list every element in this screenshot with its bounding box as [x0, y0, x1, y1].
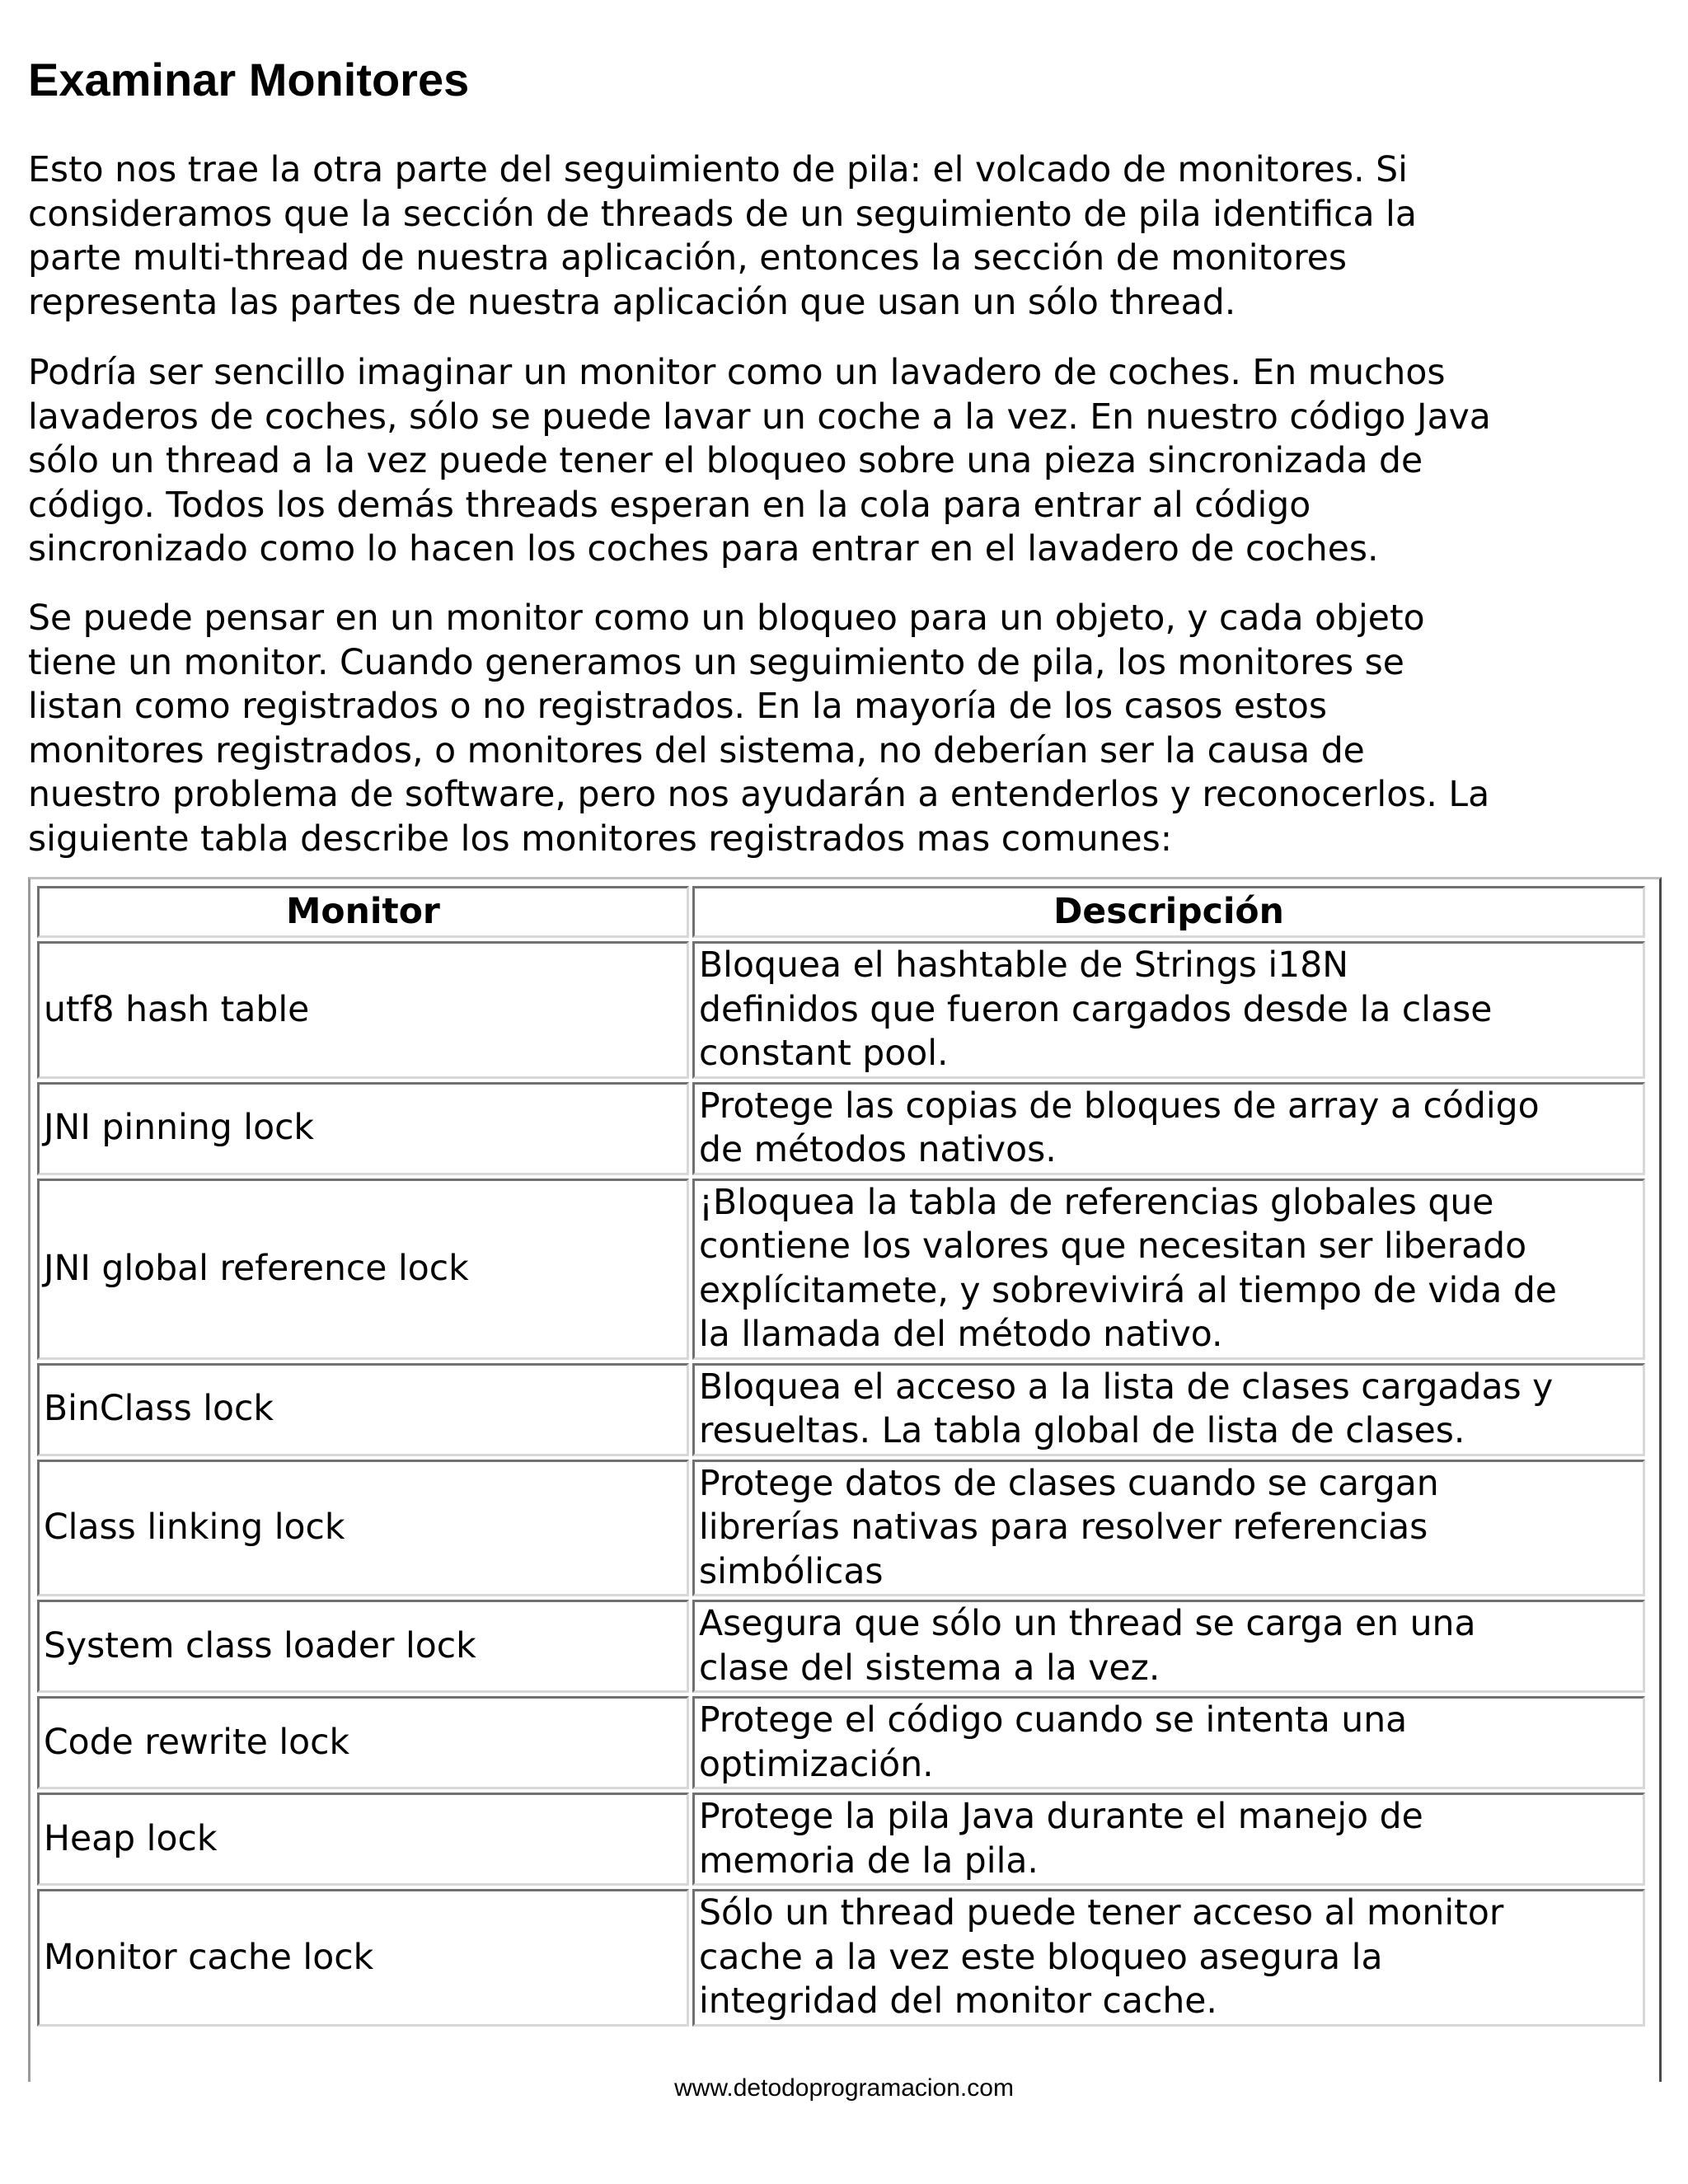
table-header-row [37, 886, 1645, 938]
table-row [37, 1179, 1645, 1360]
paragraph-line: sólo un thread a la vez puede tener el bloqueo sobre una pieza sincronizada de [28, 441, 1423, 481]
paragraph-line: código. Todos los demás threads esperan en la cola para entrar al código [28, 485, 1311, 526]
description-cell [692, 1600, 1645, 1693]
monitor-name-cell: JNI global reference lock [37, 1179, 689, 1360]
paragraph-line: tiene un monitor. Cuando generamos un seguimiento de pila, los monitores se [28, 642, 1404, 683]
table-row [37, 1696, 1645, 1789]
description-line: integridad del monitor cache. [699, 1981, 1217, 2022]
paragraph-line: lavaderos de coches, sólo se puede lavar un coche a la vez. En nuestro código Java [28, 396, 1491, 438]
description-cell [692, 1460, 1645, 1597]
description-line: explícitamete, y sobrevivirá al tiempo de vida de [699, 1270, 1557, 1311]
paragraph-3 [28, 597, 1664, 861]
description-line: Protege datos de clases cuando se cargan [699, 1463, 1439, 1504]
description-line: librerías nativas para resolver referencias [699, 1507, 1428, 1548]
paragraph-line: consideramos que la sección de threads de un seguimiento de pila identifica la [28, 194, 1417, 235]
monitor-name-cell: BinClass lock [37, 1363, 689, 1456]
paragraph-2 [28, 351, 1664, 572]
description-line: contiene los valores que necesitan ser liberado [699, 1226, 1527, 1267]
monitor-name-cell: System class loader lock [37, 1600, 689, 1693]
paragraph-line: representa las partes de nuestra aplicación que usan un sólo thread. [28, 282, 1236, 323]
description-line: Bloquea el acceso a la lista de clases cargadas y [699, 1366, 1554, 1408]
paragraph-line: nuestro problema de software, pero nos ayudarán a entenderlos y reconocerlos. La [28, 775, 1490, 815]
description-line: Asegura que sólo un thread se carga en una [699, 1604, 1476, 1644]
description-line: definidos que fueron cargados desde la clase [699, 989, 1493, 1030]
description-cell [692, 1363, 1645, 1456]
description-line: Protege la pila Java durante el manejo de [699, 1797, 1423, 1837]
monitor-name-cell: Monitor cache lock [37, 1889, 689, 2027]
description-line: Protege las copias de bloques de array a código [699, 1085, 1540, 1127]
description-cell [692, 1082, 1645, 1175]
table-row [37, 1363, 1645, 1456]
description-cell [692, 1793, 1645, 1886]
description-line: ¡Bloquea la tabla de referencias globales que [699, 1182, 1494, 1223]
description-line: de métodos nativos. [699, 1130, 1057, 1170]
column-header-monitor: Monitor [37, 886, 689, 938]
monitor-name-cell: Heap lock [37, 1793, 689, 1886]
paragraph-1 [28, 148, 1664, 325]
column-header-description: Descripción [692, 886, 1645, 938]
description-line: memoria de la pila. [699, 1840, 1039, 1882]
description-line: Bloquea el hashtable de Strings i18N [699, 945, 1349, 986]
description-line: Protege el código cuando se intenta una [699, 1700, 1408, 1741]
table-row [37, 1889, 1645, 2027]
monitor-name-cell: Class linking lock [37, 1460, 689, 1597]
description-line: simbólicas [699, 1551, 884, 1592]
table-row [37, 1793, 1645, 1886]
paragraph-line: siguiente tabla describe los monitores registrados mas comunes: [28, 818, 1173, 860]
description-line: Sólo un thread puede tener acceso al monitor [699, 1893, 1504, 1933]
description-line: cache a la vez este bloqueo asegura la [699, 1937, 1383, 1978]
paragraph-line: Podría ser sencillo imaginar un monitor como un lavadero de coches. En muchos [28, 353, 1446, 393]
paragraph-line: monitores registrados, o monitores del sistema, no deberían ser la causa de [28, 730, 1365, 771]
description-cell [692, 1889, 1645, 2027]
table-row [37, 1460, 1645, 1597]
paragraph-line: sincronizado como lo hacen los coches para entrar en el lavadero de coches. [28, 529, 1379, 569]
table-row [37, 1082, 1645, 1175]
monitor-name-cell: Code rewrite lock [37, 1696, 689, 1789]
description-line: optimización. [699, 1744, 934, 1785]
description-cell [692, 941, 1645, 1079]
paragraph-line: parte multi-thread de nuestra aplicación, entonces la sección de monitores [28, 238, 1348, 279]
paragraph-line: Esto nos trae la otra parte del seguimiento de pila: el volcado de monitores. Si [28, 150, 1408, 190]
monitor-name-cell: utf8 hash table [37, 941, 689, 1079]
monitors-table [34, 883, 1648, 2030]
monitor-name-cell: JNI pinning lock [37, 1082, 689, 1175]
table-row [37, 941, 1645, 1079]
description-line: constant pool. [699, 1033, 949, 1074]
description-cell [692, 1696, 1645, 1789]
paragraph-line: Se puede pensar en un monitor como un bloqueo para un objeto, y cada objeto [28, 598, 1425, 639]
paragraph-line: listan como registrados o no registrados. En la mayoría de los casos estos [28, 687, 1328, 727]
description-line: resueltas. La tabla global de lista de clases. [699, 1411, 1465, 1451]
page-title: Examinar Monitores [28, 54, 470, 105]
description-line: la llamada del método nativo. [699, 1315, 1223, 1355]
footer-link[interactable]: www.detodoprogramacion.com [674, 2074, 1014, 2102]
table-row [37, 1600, 1645, 1693]
description-cell [692, 1179, 1645, 1360]
monitors-table-frame [28, 877, 1662, 2082]
description-line: clase del sistema a la vez. [699, 1647, 1160, 1689]
